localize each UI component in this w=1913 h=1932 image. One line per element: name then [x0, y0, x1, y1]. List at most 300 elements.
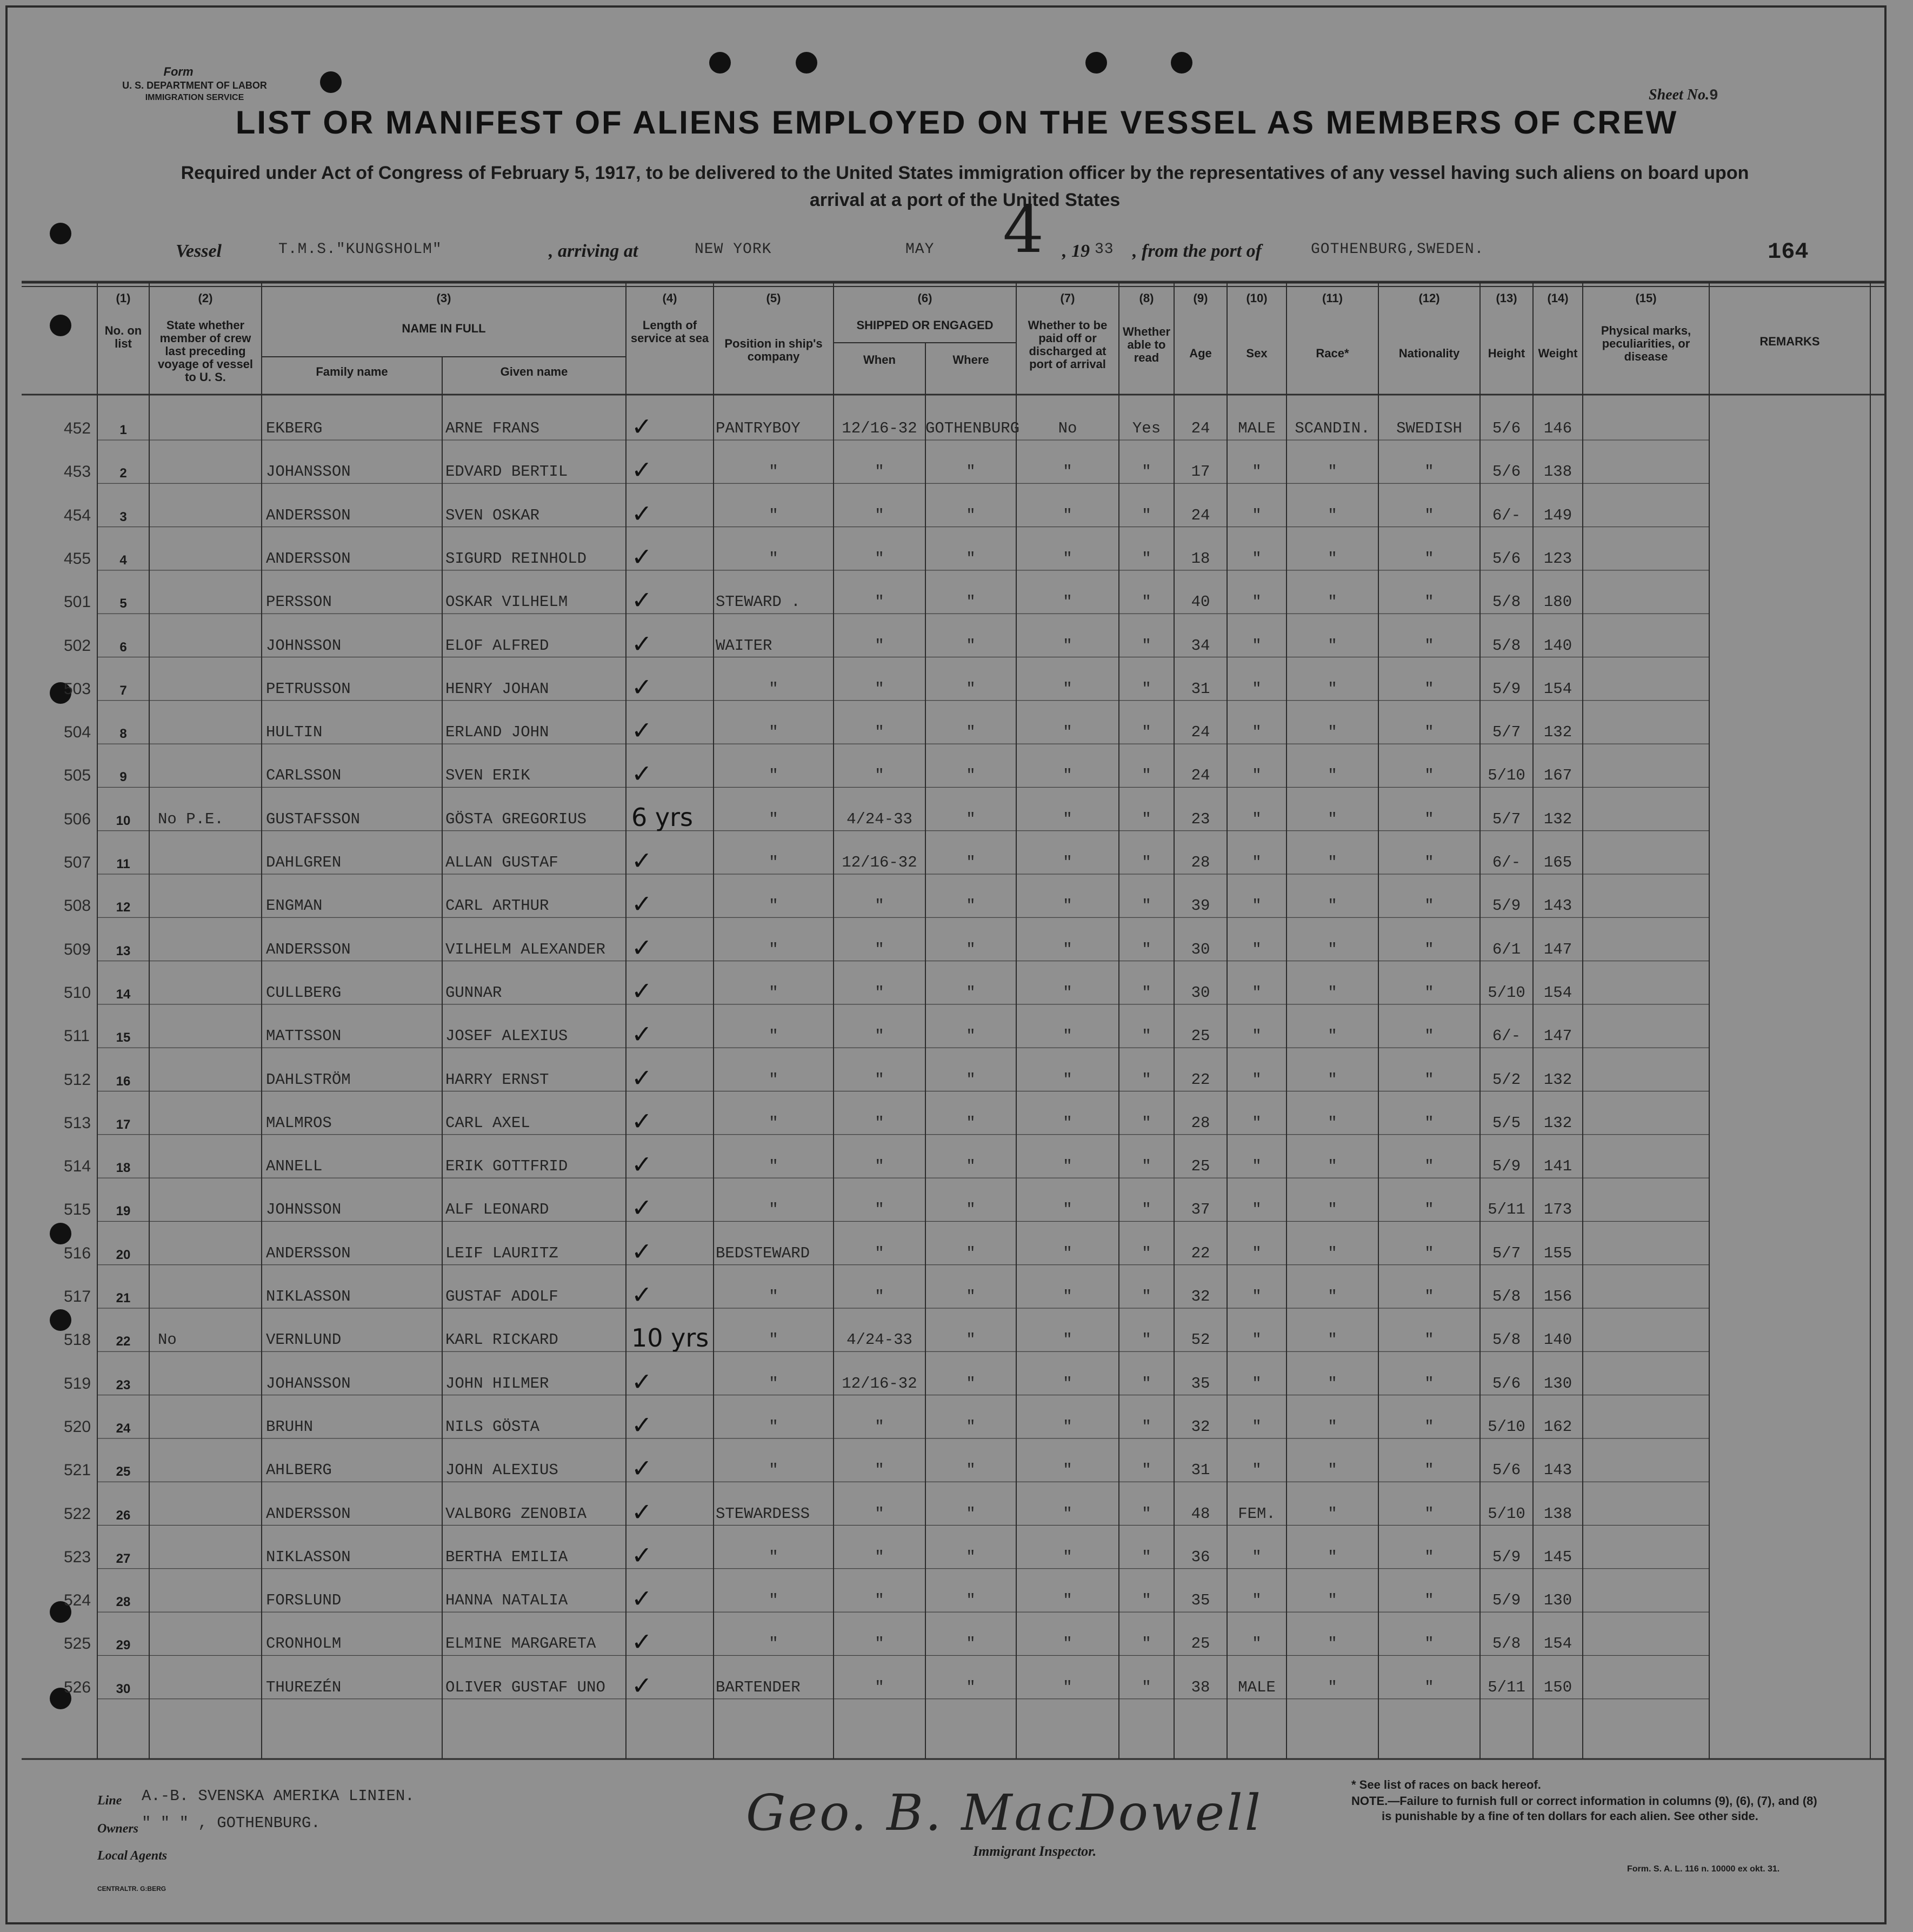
nationality: " [1424, 1157, 1434, 1176]
age: 32 [1191, 1417, 1210, 1436]
family-name: MALMROS [266, 1114, 332, 1132]
age: 36 [1191, 1548, 1210, 1566]
race: " [1328, 1678, 1337, 1696]
weight: 156 [1543, 1288, 1572, 1305]
shipped-where: " [966, 1374, 976, 1393]
given-name: CARL ARTHUR [445, 897, 549, 915]
paid-off: " [1063, 593, 1072, 611]
age: 24 [1191, 767, 1210, 785]
races-note: * See list of races on back hereof. [1351, 1778, 1541, 1791]
service-length: ✓ [631, 1063, 652, 1092]
position: STEWARDESS [716, 1504, 810, 1523]
nationality: " [1424, 723, 1434, 742]
paid-off: " [1063, 810, 1072, 828]
height: 5/10 [1488, 983, 1525, 1002]
row-number: 7 [119, 683, 127, 698]
given-name: GUSTAF ADOLF [445, 1288, 558, 1305]
row-number: 29 [116, 1638, 131, 1653]
shipped-when: " [875, 636, 884, 655]
position: " [769, 983, 778, 1002]
shipped-where: " [966, 636, 976, 655]
shipped-where: GOTHENBURG [925, 419, 1020, 437]
age: 37 [1191, 1201, 1210, 1219]
paid-off: " [1063, 1678, 1072, 1696]
age: 31 [1191, 679, 1210, 698]
weight: 132 [1543, 1070, 1572, 1089]
weight: 155 [1543, 1244, 1572, 1262]
age: 38 [1191, 1678, 1210, 1696]
list-ref-number: 505 [64, 767, 91, 785]
line-label: Line [97, 1794, 122, 1808]
nationality: " [1424, 593, 1434, 611]
race: " [1328, 723, 1337, 742]
sex: " [1252, 506, 1262, 524]
local-agents-label: Local Agents [97, 1849, 168, 1863]
given-name: OSKAR VILHELM [445, 593, 568, 611]
age: 30 [1191, 983, 1210, 1002]
position: " [769, 1070, 778, 1089]
col-10-header: Sex [1246, 347, 1268, 360]
given-name: ELOF ALFRED [445, 636, 549, 655]
shipped-when: " [875, 983, 884, 1002]
list-ref-number: 513 [64, 1114, 91, 1132]
age: 31 [1191, 1461, 1210, 1480]
nationality: " [1424, 1504, 1434, 1523]
able-to-read: " [1142, 1461, 1151, 1480]
weight: 141 [1543, 1157, 1572, 1176]
service-length: ✓ [631, 1367, 652, 1396]
row-number: 17 [116, 1117, 131, 1132]
service-length: ✓ [631, 629, 652, 658]
shipped-where: " [966, 723, 976, 742]
service-length: ✓ [631, 1193, 652, 1223]
age: 22 [1191, 1070, 1210, 1089]
weight: 140 [1543, 636, 1572, 655]
shipped-where: " [966, 1331, 976, 1349]
given-name: VILHELM ALEXANDER [445, 940, 605, 958]
service-length: ✓ [631, 759, 652, 789]
shipped-where: " [966, 1201, 976, 1219]
col-12-number: (12) [1418, 291, 1440, 305]
family-name: ANNELL [266, 1157, 323, 1176]
nationality: " [1424, 1678, 1434, 1696]
given-name: ALF LEONARD [445, 1201, 549, 1219]
height: 5/6 [1492, 1374, 1521, 1393]
list-ref-number: 522 [64, 1504, 91, 1523]
position: " [769, 1114, 778, 1132]
list-ref-number: 516 [64, 1244, 91, 1262]
sex: " [1252, 940, 1262, 958]
col-5-number: (5) [766, 291, 781, 305]
row-number: 2 [119, 466, 127, 481]
able-to-read: " [1142, 1591, 1151, 1610]
family-name: MATTSSON [266, 1027, 342, 1045]
weight: 138 [1543, 463, 1572, 481]
race: " [1328, 1548, 1337, 1566]
race: " [1328, 1288, 1337, 1305]
height: 5/9 [1492, 1591, 1521, 1610]
paid-off: " [1063, 463, 1072, 481]
able-to-read: " [1142, 1331, 1151, 1349]
nationality: " [1424, 463, 1434, 481]
race: " [1328, 679, 1337, 698]
row-number: 10 [116, 813, 131, 828]
nationality: SWEDISH [1396, 419, 1462, 437]
paid-off: " [1063, 1417, 1072, 1436]
family-name: PETRUSSON [266, 679, 351, 698]
row-number: 16 [116, 1074, 131, 1089]
col-9-header: Age [1189, 347, 1212, 360]
race: " [1328, 1461, 1337, 1480]
position: " [769, 723, 778, 742]
paid-off: " [1063, 636, 1072, 655]
family-name: JOHANSSON [266, 463, 351, 481]
nationality: " [1424, 1244, 1434, 1262]
col-1-header: No. on list [104, 324, 142, 350]
weight: 149 [1543, 506, 1572, 524]
shipped-when: " [875, 723, 884, 742]
position: " [769, 1635, 778, 1653]
row-number: 15 [116, 1030, 131, 1045]
shipped-when: " [875, 1591, 884, 1610]
col-3-number: (3) [436, 291, 451, 305]
given-name: SIGURD REINHOLD [445, 549, 587, 568]
row-number: 6 [119, 639, 127, 655]
shipped-where: " [966, 1244, 976, 1262]
list-ref-number: 519 [64, 1374, 91, 1393]
able-to-read: " [1142, 636, 1151, 655]
service-length: ✓ [631, 412, 652, 441]
shipped-when: " [875, 1417, 884, 1436]
department-label: U. S. DEPARTMENT OF LABOR [122, 80, 267, 91]
row-number: 18 [116, 1161, 131, 1176]
shipped-where: " [966, 854, 976, 871]
paid-off: " [1063, 1244, 1072, 1262]
shipped-where: " [966, 810, 976, 828]
race: " [1328, 1374, 1337, 1393]
able-to-read: " [1142, 1548, 1151, 1566]
position: " [769, 897, 778, 915]
col-5-header: Position in ship's company [724, 337, 823, 363]
subtitle-line-1: Required under Act of Congress of February 5, 1917, to be delivered to the United States immigration officer by the representatives of any vessel having such aliens on board upon [181, 163, 1749, 183]
service-length: ✓ [631, 1627, 652, 1657]
nationality: " [1424, 1027, 1434, 1045]
position: " [769, 1461, 778, 1480]
given-name: CARL AXEL [445, 1114, 530, 1132]
row-number: 8 [119, 727, 127, 742]
row-number: 22 [116, 1334, 131, 1349]
height: 5/6 [1492, 1461, 1521, 1480]
position: " [769, 506, 778, 524]
position: " [769, 767, 778, 785]
given-name: GÖSTA GREGORIUS [445, 810, 587, 828]
owners-label: Owners [97, 1822, 139, 1836]
row-number: 3 [119, 509, 127, 524]
position: " [769, 1331, 778, 1349]
height: 5/8 [1492, 636, 1521, 655]
shipped-where: " [966, 1504, 976, 1523]
given-name: HENRY JOHAN [445, 679, 549, 698]
age: 23 [1191, 810, 1210, 828]
service-length: ✓ [631, 889, 652, 919]
previous-voyage: No P.E. [158, 810, 224, 828]
height: 5/6 [1492, 419, 1521, 437]
sex: " [1252, 679, 1262, 698]
weight: 132 [1543, 810, 1572, 828]
paid-off: " [1063, 1201, 1072, 1219]
weight: 132 [1543, 723, 1572, 742]
shipped-where: " [966, 1070, 976, 1089]
weight: 138 [1543, 1504, 1572, 1523]
able-to-read: " [1142, 767, 1151, 785]
nationality: " [1424, 1331, 1434, 1349]
shipped-when: " [875, 1635, 884, 1653]
nationality: " [1424, 1201, 1434, 1219]
sex: " [1252, 983, 1262, 1002]
weight: 154 [1543, 1635, 1572, 1653]
shipped-where: " [966, 1288, 976, 1305]
list-ref-number: 455 [64, 549, 91, 568]
nationality: " [1424, 506, 1434, 524]
position: " [769, 1417, 778, 1436]
sex: " [1252, 1201, 1262, 1219]
row-number: 1 [119, 423, 127, 437]
list-ref-number: 508 [64, 897, 91, 915]
service-length: ✓ [631, 1540, 652, 1570]
row-number: 14 [116, 987, 131, 1002]
position: PANTRYBOY [716, 419, 801, 437]
weight: 165 [1543, 854, 1572, 871]
service-length: ✓ [631, 1584, 652, 1614]
service-length: ✓ [631, 1410, 652, 1440]
row-number: 12 [116, 900, 131, 915]
col-6b-header: Where [952, 353, 989, 367]
given-name: ELMINE MARGARETA [445, 1635, 596, 1653]
shipped-when: " [875, 767, 884, 785]
given-name: HANNA NATALIA [445, 1591, 568, 1610]
height: 5/8 [1492, 1331, 1521, 1349]
sex: " [1252, 593, 1262, 611]
weight: 147 [1543, 940, 1572, 958]
age: 18 [1191, 549, 1210, 568]
height: 5/7 [1492, 723, 1521, 742]
col-6a-header: When [863, 353, 896, 367]
nationality: " [1424, 767, 1434, 785]
shipped-when: 12/16-32 [842, 419, 917, 437]
family-name: PERSSON [266, 593, 332, 611]
shipped-when: " [875, 679, 884, 698]
height: 5/8 [1492, 593, 1521, 611]
age: 35 [1191, 1591, 1210, 1610]
nationality: " [1424, 1070, 1434, 1089]
age: 17 [1191, 463, 1210, 481]
shipped-when: 12/16-32 [842, 1374, 917, 1393]
able-to-read: " [1142, 549, 1151, 568]
shipped-when: 4/24-33 [846, 1331, 912, 1349]
age: 28 [1191, 1114, 1210, 1132]
family-name: BRUHN [266, 1417, 314, 1436]
list-ref-number: 514 [64, 1157, 91, 1176]
age: 25 [1191, 1027, 1210, 1045]
shipped-when: " [875, 1114, 884, 1132]
col-3-header: NAME IN FULL [402, 322, 486, 335]
height: 6/- [1492, 1027, 1521, 1045]
family-name: CARLSSON [266, 767, 342, 785]
given-name: HARRY ERNST [445, 1070, 549, 1089]
paid-off: " [1063, 549, 1072, 568]
given-name: ALLAN GUSTAF [445, 854, 558, 871]
paid-off: " [1063, 983, 1072, 1002]
list-ref-number: 506 [64, 810, 91, 828]
nationality: " [1424, 1461, 1434, 1480]
able-to-read: " [1142, 1504, 1151, 1523]
list-ref-number: 520 [64, 1417, 91, 1436]
family-name: THUREZÉN [266, 1678, 342, 1696]
service-length: ✓ [631, 976, 652, 1005]
given-name: LEIF LAURITZ [445, 1244, 558, 1262]
height: 5/9 [1492, 1157, 1521, 1176]
height: 5/2 [1492, 1070, 1521, 1089]
able-to-read: " [1142, 1374, 1151, 1393]
able-to-read: " [1142, 1417, 1151, 1436]
family-name: AHLBERG [266, 1461, 332, 1480]
arriving-label: , arriving at [549, 241, 638, 261]
shipped-when: " [875, 1027, 884, 1045]
shipped-where: " [966, 940, 976, 958]
weight: 145 [1543, 1548, 1572, 1566]
shipped-when: " [875, 463, 884, 481]
year-label: , 19 [1062, 241, 1090, 261]
race: " [1328, 549, 1337, 568]
shipped-where: " [966, 679, 976, 698]
sex: " [1252, 854, 1262, 871]
paid-off: " [1063, 679, 1072, 698]
race: " [1328, 767, 1337, 785]
weight: 132 [1543, 1114, 1572, 1132]
position: " [769, 679, 778, 698]
shipped-where: " [966, 767, 976, 785]
col-15-number: (15) [1635, 291, 1657, 305]
shipped-where: " [966, 897, 976, 915]
service-length: ✓ [631, 1670, 652, 1700]
shipped-where: " [966, 506, 976, 524]
able-to-read: " [1142, 1635, 1151, 1653]
weight: 154 [1543, 983, 1572, 1002]
vessel-label: Vessel [176, 241, 222, 261]
service-length: ✓ [631, 1106, 652, 1136]
col-13-number: (13) [1496, 291, 1517, 305]
row-number: 25 [116, 1464, 131, 1480]
position: " [769, 1157, 778, 1176]
shipped-where: " [966, 1678, 976, 1696]
weight: 162 [1543, 1417, 1572, 1436]
line-value: A.-B. SVENSKA AMERIKA LINIEN. [142, 1787, 415, 1805]
given-name: JOSEF ALEXIUS [445, 1027, 568, 1045]
service-length: ✓ [631, 542, 652, 571]
family-name: ANDERSSON [266, 1504, 351, 1523]
race: " [1328, 983, 1337, 1002]
sex: " [1252, 767, 1262, 785]
list-ref-number: 526 [64, 1678, 91, 1696]
shipped-where: " [966, 549, 976, 568]
able-to-read: " [1142, 506, 1151, 524]
sex: " [1252, 1331, 1262, 1349]
sex: " [1252, 549, 1262, 568]
height: 5/11 [1488, 1201, 1525, 1219]
col-2-number: (2) [198, 291, 213, 305]
service-length: 6 yrs [631, 802, 693, 832]
col-3b-header: Given name [500, 365, 568, 378]
age: 28 [1191, 854, 1210, 871]
able-to-read: Yes [1132, 419, 1161, 437]
row-number: 5 [119, 596, 127, 611]
nationality: " [1424, 1288, 1434, 1305]
sex: " [1252, 1417, 1262, 1436]
position: BEDSTEWARD [716, 1244, 810, 1262]
shipped-where: " [966, 1548, 976, 1566]
family-name: JOHANSSON [266, 1374, 351, 1393]
family-name: ANDERSSON [266, 940, 351, 958]
arrival-year: 33 [1095, 241, 1114, 258]
able-to-read: " [1142, 1201, 1151, 1219]
age: 30 [1191, 940, 1210, 958]
age: 24 [1191, 723, 1210, 742]
family-name: VERNLUND [266, 1331, 342, 1349]
list-ref-number: 521 [64, 1461, 91, 1480]
owners-value: " " " , GOTHENBURG. [142, 1814, 321, 1832]
able-to-read: " [1142, 854, 1151, 871]
penalty-note-2: is punishable by a fine of ten dollars for each alien. See other side. [1382, 1809, 1758, 1823]
family-name: NIKLASSON [266, 1288, 351, 1305]
shipped-when: " [875, 549, 884, 568]
list-ref-number: 525 [64, 1635, 91, 1653]
position: " [769, 463, 778, 481]
list-ref-number: 515 [64, 1201, 91, 1219]
race: " [1328, 1027, 1337, 1045]
paid-off: " [1063, 723, 1072, 742]
col-7-number: (7) [1060, 291, 1075, 305]
height: 6/- [1492, 854, 1521, 871]
race: " [1328, 810, 1337, 828]
service-length: ✓ [631, 1497, 652, 1527]
service-length: ✓ [631, 1150, 652, 1180]
vessel-name: T.M.S."KUNGSHOLM" [278, 241, 442, 258]
family-name: GUSTAFSSON [266, 810, 361, 828]
form-label: Form [163, 65, 194, 78]
weight: 173 [1543, 1201, 1572, 1219]
subtitle-line-2: arrival at a port of the United States [809, 190, 1121, 210]
col-14-number: (14) [1547, 291, 1569, 305]
nationality: " [1424, 1374, 1434, 1393]
shipped-when: " [875, 1201, 884, 1219]
age: 35 [1191, 1374, 1210, 1393]
service-length: ✓ [631, 498, 652, 528]
col-8-number: (8) [1139, 291, 1154, 305]
service-length: ✓ [631, 1236, 652, 1266]
service-length: ✓ [631, 1454, 652, 1483]
paid-off: " [1063, 1114, 1072, 1132]
shipped-when: " [875, 1678, 884, 1696]
shipped-when: " [875, 940, 884, 958]
height: 5/9 [1492, 679, 1521, 698]
list-ref-number: 518 [64, 1331, 91, 1349]
shipped-when: " [875, 506, 884, 524]
paid-off: " [1063, 1331, 1072, 1349]
height: 5/6 [1492, 549, 1521, 568]
shipped-where: " [966, 1461, 976, 1480]
list-ref-number: 511 [64, 1027, 90, 1045]
weight: 167 [1543, 767, 1572, 785]
